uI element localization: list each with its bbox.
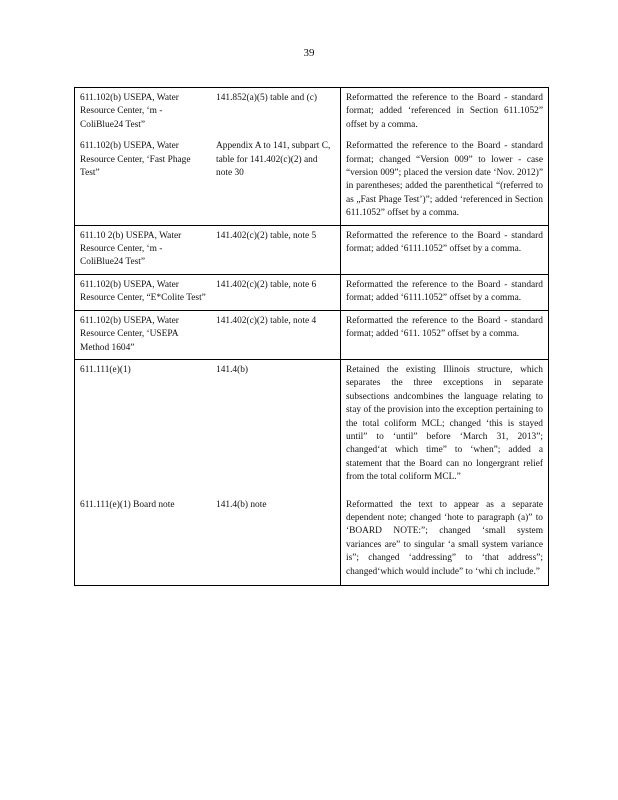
table-row	[75, 274, 549, 310]
amendments-table	[74, 87, 549, 586]
section-cell: 611.102(b) USEPA, Water Resource Center, “E*Colite Test”	[75, 274, 212, 310]
table-row	[75, 225, 549, 274]
change-description-cell: Reformatted the reference to the Board - standard format; added ‘referenced in Section 611.1052” offset by a comma.	[341, 88, 549, 137]
federal-source-cell: 141.402(c)(2) table, note 6	[211, 274, 341, 310]
section-cell: 611.10 2(b) USEPA, Water Resource Center, ‘m - ColiBlue24 Test”	[75, 225, 212, 274]
table-row	[75, 359, 549, 494]
section-cell: 611.102(b) USEPA, Water Resource Center, ‘USEPA Method 1604”	[75, 310, 212, 359]
page-number: 39	[303, 47, 315, 59]
table-row	[75, 88, 549, 137]
federal-source-cell: Appendix A to 141, subpart C, table for 141.402(c)(2) and note 30	[216, 141, 331, 179]
change-description-cell: Reformatted the reference to the Board - standard format; added ‘6111.1052” offset by a comma.	[341, 225, 549, 274]
federal-source-cell: 141.852(a)(5) table and (c)	[216, 93, 317, 103]
table-row	[75, 310, 549, 359]
table-row	[75, 495, 549, 586]
section-cell: 611.102(b) USEPA, Water Resource Center, ‘m - ColiBlue24 Test”	[80, 93, 179, 130]
federal-source-cell: 141.402(c)(2) table, note 4	[211, 310, 341, 359]
federal-source-cell: 141.4(b)	[211, 359, 341, 494]
change-description-cell: Reformatted the reference to the Board - standard format; added ‘6111.1052” offset by a comma.	[341, 274, 549, 310]
table-row	[75, 136, 549, 225]
federal-source-cell: 141.4(b) note	[216, 499, 267, 510]
section-cell: 611.111(e)(1)	[75, 359, 212, 494]
section-cell: 611.111(e)(1) Board note	[80, 499, 175, 510]
change-description-cell: Reformatted the reference to the Board - standard format; added ‘611. 1052” offset by a comma.	[341, 310, 549, 359]
change-description-cell: Retained the existing Illinois structure, which separates the three exceptions in separate subsections andcombines the language relating to stay of the provision into the exception pertaining to the total coliform MCL; changed ‘this is stayed until” to ‘until” before ‘March 31, 2013”; changed‘at which time” to ‘when”; added a statement that the Board can no longergrant relief from the total coliform MCL.”	[341, 359, 549, 494]
section-cell: 611.102(b) USEPA, Water Resource Center, ‘Fast Phage Test”	[80, 141, 191, 179]
change-description-cell: Reformatted the text to appear as a separate dependent note; changed ‘hote to paragraph (a)” to ‘BOARD NOTE:”; changed ‘small system variances are” to singular ‘a small system variance is”; changed ‘addressing” to ‘that address”; changed‘which would include” to ‘whi ch include.”	[341, 495, 549, 586]
change-description-cell: Reformatted the reference to the Board - standard format; changed “Version 009” to lower - case “version 009”; placed the version date ‘Nov. 2012)” in parentheses; added the parenthetical “(referred to as „Fast Phage Test’)”; added ‘referenced in Section 611.1052” offset by a comma.	[341, 136, 549, 225]
federal-source-cell: 141.402(c)(2) table, note 5	[211, 225, 341, 274]
